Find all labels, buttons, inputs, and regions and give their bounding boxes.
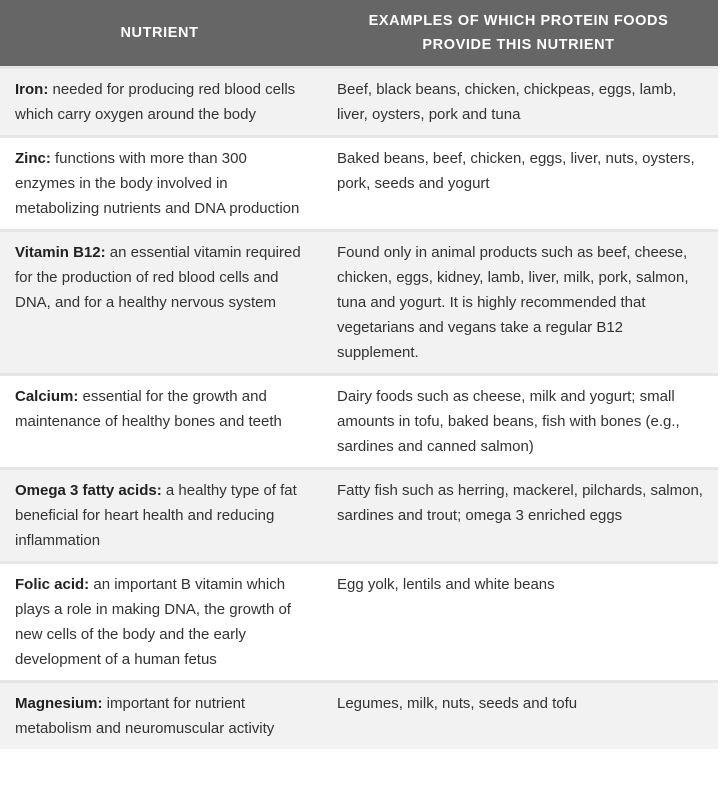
table-row (0, 468, 718, 562)
header-nutrient: NUTRIENT (0, 0, 319, 67)
nutrient-cell (0, 374, 319, 468)
table-row (0, 374, 718, 468)
nutrient-cell (0, 230, 319, 374)
nutrient-description: functions with more than 300 enzymes in the body involved in metabolizing nutrients and DNA production (15, 149, 300, 217)
table-row (0, 136, 718, 230)
nutrient-name: Zinc: (15, 149, 51, 167)
nutrient-cell (0, 681, 319, 749)
nutrient-description: an important B vitamin which plays a role in making DNA, the growth of new cells of the body and the early development of a human fetus (15, 575, 291, 668)
nutrient-name: Vitamin B12: (15, 243, 106, 261)
nutrient-description: an essential vitamin required for the production of red blood cells and DNA, and for a healthy nervous system (15, 243, 301, 311)
foods-cell: Fatty fish such as herring, mackerel, pilchards, salmon, sardines and trout; omega 3 enriched eggs (319, 468, 718, 562)
foods-cell: Beef, black beans, chicken, chickpeas, eggs, lamb, liver, oysters, pork and tuna (319, 67, 718, 136)
header-examples-line1: EXAMPLES OF WHICH PROTEIN FOODS (368, 12, 669, 29)
nutrient-description: a healthy type of fat beneficial for heart health and reducing inflammation (15, 481, 297, 549)
nutrient-description: needed for producing red blood cells which carry oxygen around the body (15, 80, 296, 123)
table-row (0, 681, 718, 749)
nutrient-name: Folic acid: (15, 575, 90, 593)
foods-cell: Baked beans, beef, chicken, eggs, liver, nuts, oysters, pork, seeds and yogurt (319, 136, 718, 230)
nutrient-description: important for nutrient metabolism and neuromuscular activity (15, 694, 275, 737)
nutrient-cell (0, 67, 319, 136)
foods-cell: Egg yolk, lentils and white beans (319, 562, 718, 681)
nutrient-description: essential for the growth and maintenance of healthy bones and teeth (15, 387, 282, 430)
table-row (0, 230, 718, 374)
header-examples (319, 0, 718, 67)
nutrient-name: Magnesium: (15, 694, 103, 712)
table-row (0, 562, 718, 681)
nutrient-name: Calcium: (15, 387, 79, 405)
nutrient-cell (0, 562, 319, 681)
header-row (0, 0, 718, 67)
foods-cell: Legumes, milk, nuts, seeds and tofu (319, 681, 718, 749)
foods-cell: Found only in animal products such as beef, cheese, chicken, eggs, kidney, lamb, liver, milk, pork, salmon, tuna and yogurt. It is highly recommended that vegetarians and vegans take a regular B12 supplement. (319, 230, 718, 374)
nutrient-cell (0, 468, 319, 562)
header-examples-line2: PROVIDE THIS NUTRIENT (422, 36, 615, 53)
table-header (0, 0, 718, 67)
foods-cell: Dairy foods such as cheese, milk and yogurt; small amounts in tofu, baked beans, fish with bones (e.g., sardines and canned salmon) (319, 374, 718, 468)
table-body (0, 67, 718, 749)
nutrient-name: Omega 3 fatty acids: (15, 481, 162, 499)
table-row (0, 67, 718, 136)
nutrient-name: Iron: (15, 80, 49, 98)
nutrient-cell (0, 136, 319, 230)
